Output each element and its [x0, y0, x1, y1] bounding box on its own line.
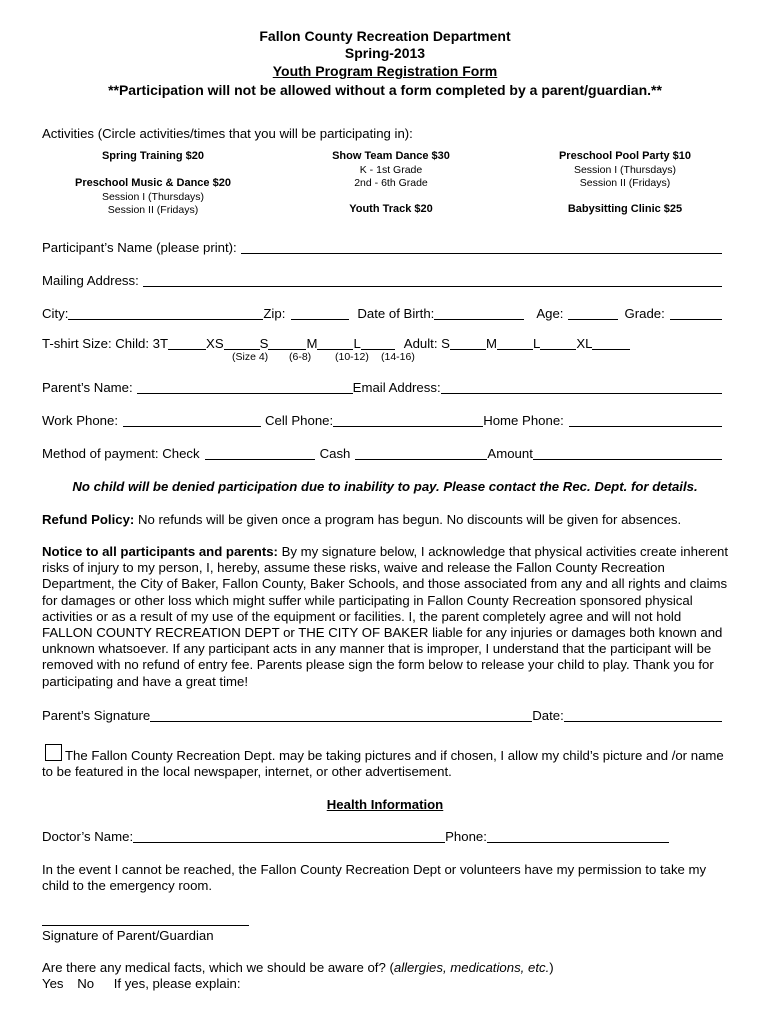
activity-preschool-music[interactable]: Preschool Music & Dance $20 [75, 177, 231, 189]
tshirt-xs-label: XS [206, 336, 224, 351]
medical-question-text: Are there any medical facts, which we should be aware of? ( [42, 960, 394, 975]
activity-session-option[interactable]: Session II (Fridays) [107, 203, 199, 216]
tshirt-adult-xl-field[interactable] [592, 337, 630, 350]
guardian-signature-label: Signature of Parent/Guardian [42, 928, 214, 943]
mailing-address-field[interactable] [143, 274, 722, 287]
grade-label: Grade: [624, 306, 665, 321]
notice-text: By my signature below, I acknowledge that physical activities create inherent risks of injury to my person, I, hereby, assume these risks, waive and release the Fallon County Recreation Department, the City of Baker, Fallon County, Baker Schools, and those associated from any and all rights and claims for damages or other loss which might suffer while participating in Fallon County Recreation sponsored physical activities or as a result of my use of the equipment or facilities. I, the parent completely agree and will not hold FALLON COUNTY RECREATION DEPT or THE CITY OF BAKER liable for any injuries or damages both known and unknown whatsoever. If any participant acts in any manner that is improper, I understand that the participant will be removed with no refund of entry fee. Parents please sign the form below to release your child to play. Thank you for participating and have a great time! [42, 544, 729, 689]
zip-label: Zip: [263, 306, 286, 321]
mailing-address-label: Mailing Address: [42, 273, 139, 288]
tshirt-adult-m-label: M [485, 336, 497, 351]
activity-spring-training[interactable]: Spring Training $20 [101, 150, 205, 162]
dob-label: Date of Birth: [357, 306, 435, 321]
size-hint-10-12: (10-12) [335, 351, 369, 363]
cell-phone-label: Cell Phone: [265, 413, 334, 428]
participant-name-label: Participant’s Name (please print): [42, 240, 237, 255]
payment-label: Method of payment: Check [42, 446, 200, 461]
activities-column-2 [276, 150, 506, 217]
cash-label: Cash [319, 446, 351, 461]
medical-question-close: ) [549, 960, 554, 975]
dob-field[interactable] [434, 307, 524, 320]
no-child-denied-notice: No child will be denied participation due to inability to pay. Please contact the Rec. Dept. for details. [72, 479, 698, 494]
activity-grade-option[interactable]: K - 1st Grade [359, 163, 423, 176]
medical-yes-option[interactable]: Yes [42, 976, 64, 991]
activity-youth-track[interactable]: Youth Track $20 [349, 203, 433, 215]
size-hint-14-16: (14-16) [381, 351, 415, 363]
parent-signature-field[interactable] [150, 709, 532, 722]
zip-field[interactable] [291, 307, 349, 320]
tshirt-adult-s-field[interactable] [450, 337, 486, 350]
tshirt-xs-field[interactable] [224, 337, 260, 350]
activities-column-3 [510, 150, 740, 217]
parent-signature-label: Parent’s Signature [42, 708, 151, 723]
photo-consent-text: The Fallon County Recreation Dept. may be taking pictures and if chosen, I allow my child’s picture and /or name to be featured in the local newspaper, internet, or other advertisement. [42, 748, 724, 780]
refund-policy-text: No refunds will be given once a program has begun. No discounts will be given for absences. [134, 512, 682, 527]
doctor-phone-field[interactable] [487, 830, 669, 843]
doctor-name-label: Doctor’s Name: [42, 829, 134, 844]
email-field[interactable] [441, 381, 722, 394]
city-label: City: [42, 306, 69, 321]
notice-label: Notice to all participants and parents: [42, 544, 278, 559]
tshirt-m-field[interactable] [317, 337, 353, 350]
parent-name-field[interactable] [137, 381, 353, 394]
emergency-room-permission: In the event I cannot be reached, the Fallon County Recreation Dept or volunteers have my permission to take my child to the emergency room. [42, 862, 707, 894]
check-field[interactable] [205, 447, 315, 460]
activity-babysitting-clinic[interactable]: Babysitting Clinic $25 [567, 203, 683, 215]
amount-label: Amount [487, 446, 533, 461]
tshirt-l-label: L [353, 336, 361, 351]
activities-intro: Activities (Circle activities/times that you will be participating in): [42, 126, 413, 141]
tshirt-adult-l-field[interactable] [540, 337, 576, 350]
activity-session-option[interactable]: Session II (Fridays) [579, 176, 671, 189]
activity-show-team-dance[interactable]: Show Team Dance $30 [332, 150, 450, 162]
doctor-phone-label: Phone: [445, 829, 487, 844]
doctor-name-field[interactable] [133, 830, 445, 843]
tshirt-3t-field[interactable] [168, 337, 206, 350]
cell-phone-field[interactable] [333, 414, 483, 427]
work-phone-label: Work Phone: [42, 413, 118, 428]
medical-no-option[interactable]: No [77, 976, 95, 991]
city-field[interactable] [68, 307, 263, 320]
guardian-signature-field[interactable] [42, 912, 249, 926]
home-phone-field[interactable] [569, 414, 722, 427]
activity-grade-option[interactable]: 2nd - 6th Grade [354, 176, 428, 189]
age-field[interactable] [568, 307, 618, 320]
size-hint-4: (Size 4) [232, 351, 269, 363]
refund-policy-label: Refund Policy: [42, 512, 135, 527]
grade-field[interactable] [670, 307, 722, 320]
season-title: Spring-2013 [344, 45, 426, 61]
tshirt-s-field[interactable] [268, 337, 306, 350]
age-label: Age: [536, 306, 564, 321]
activity-preschool-pool-party[interactable]: Preschool Pool Party $10 [558, 150, 692, 162]
tshirt-label: T-shirt Size: Child: 3T [42, 336, 169, 351]
activities-column-1 [38, 150, 268, 217]
org-title: Fallon County Recreation Department [259, 28, 511, 44]
tshirt-adult-l-label: L [532, 336, 541, 351]
health-information-title: Health Information [326, 797, 444, 812]
cash-field[interactable] [355, 447, 487, 460]
medical-yes-no [42, 976, 241, 992]
date-field[interactable] [564, 709, 722, 722]
amount-field[interactable] [533, 447, 722, 460]
tshirt-adult-label: Adult: S [403, 336, 450, 351]
work-phone-field[interactable] [123, 414, 261, 427]
tshirt-adult-m-field[interactable] [497, 337, 533, 350]
date-label: Date: [532, 708, 564, 723]
home-phone-label: Home Phone: [483, 413, 564, 428]
activity-session-option[interactable]: Session I (Thursdays) [101, 190, 205, 203]
tshirt-s-label: S [259, 336, 269, 351]
tshirt-l-field[interactable] [361, 337, 395, 350]
refund-policy [42, 512, 681, 528]
notice-paragraph [42, 544, 732, 690]
medical-explain-label: If yes, please explain: [113, 976, 241, 991]
activity-session-option[interactable]: Session I (Thursdays) [573, 163, 677, 176]
participation-warning: **Participation will not be allowed without a form completed by a parent/guardian.** [108, 82, 662, 98]
parent-name-label: Parent’s Name: [42, 380, 133, 395]
tshirt-adult-xl-label: XL [576, 336, 593, 351]
form-title: Youth Program Registration Form [272, 63, 498, 79]
tshirt-m-label: M [306, 336, 318, 351]
medical-facts-question [42, 960, 554, 976]
email-label: Email Address: [352, 380, 441, 395]
size-hint-6-8: (6-8) [289, 351, 312, 363]
participant-name-field[interactable] [241, 241, 722, 254]
medical-question-examples: allergies, medications, etc. [393, 960, 550, 975]
